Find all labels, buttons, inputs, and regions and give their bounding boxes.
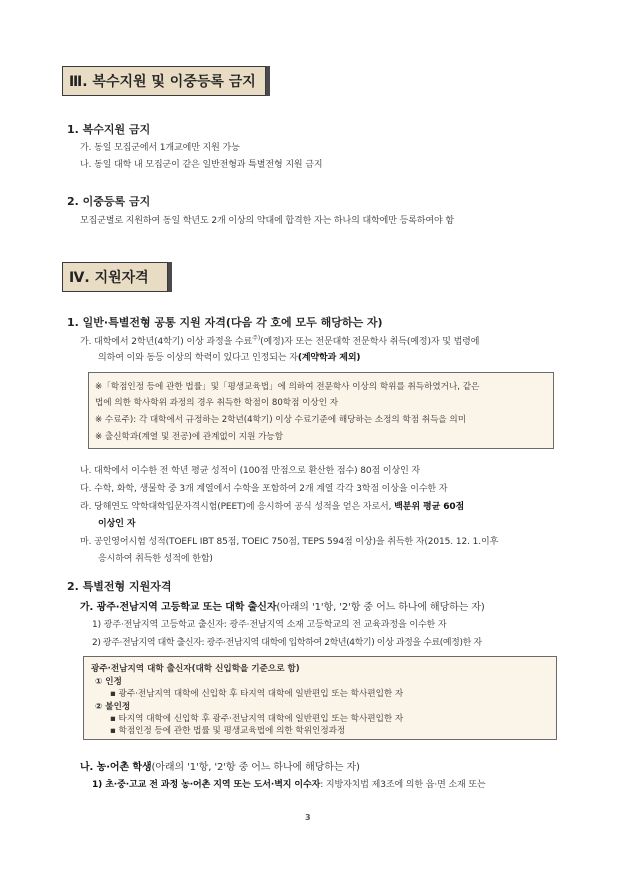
section-4-header xyxy=(62,262,168,292)
note-2-title: 광주·전남지역 대학 출신자(대학 신입학을 기준으로 함) xyxy=(91,664,300,674)
text-4-1-ra-line2: 이상인 자 xyxy=(98,519,136,529)
note-2-not-recognized-item-2: ▪ 학점인정 등에 관한 법률 및 평생교육법에 의한 학위인정과정 xyxy=(110,726,346,736)
note-box-1 xyxy=(88,372,554,449)
text-4-1-na: 나. 대학에서 이수한 전 학년 평균 성적이 (100점 만점으로 환산한 점수) 80점 이상인 자 xyxy=(80,466,421,476)
text-4-2-ga: 가. 광주·전남지역 고등학교 또는 대학 출신자(아래의 '1'항, '2'항 중 어느 하나에 해당하는 자) xyxy=(80,602,485,613)
text-3-1-ga: 가. 동일 모집군에서 1개교에만 지원 가능 xyxy=(80,143,240,153)
note-box-2 xyxy=(83,656,557,740)
note-2-recognized-item: ▪ 광주·전남지역 대학에 신입학 후 타지역 대학에 일반편입 또는 학사편입한 자 xyxy=(110,689,404,699)
section-4-title: Ⅳ. 지원자격 xyxy=(69,270,149,286)
text-4-2-na: 나. 농·어촌 학생(아래의 '1'항, '2'항 중 어느 하나에 해당하는 자) xyxy=(80,762,360,773)
page-number: 3 xyxy=(305,813,311,822)
text-3-1-na: 나. 동일 대학 내 모집군이 같은 일반전형과 특별전형 지원 금지 xyxy=(80,160,323,170)
text-3-2: 모집군별로 지원하여 동일 학년도 2개 이상의 약대에 합격한 자는 하나의 대학에만 등록하여야 함 xyxy=(80,216,454,226)
text-4-1-ra-line1: 라. 당해연도 약학대학입문자격시험(PEET)에 응시하여 공식 성적을 얻은 자로서, 백분위 평균 60점 xyxy=(80,502,465,512)
heading-multiple-application: 1. 복수지원 금지 xyxy=(67,123,151,136)
text-4-1-da: 다. 수학, 화학, 생물학 중 3개 계열에서 수학을 포함하여 2개 계열 각각 3학점 이상을 이수한 자 xyxy=(80,484,448,494)
note-1-line-1: ※「학점인정 등에 관한 법률」및「평생교육법」에 의하여 전문학사 이상의 학위를 취득하였거나, 같은 xyxy=(95,382,480,392)
section-3-header xyxy=(62,66,266,96)
text-4-1-ma-line1: 마. 공인영어시험 성적(TOEFL IBT 85점, TOEIC 750점, TEPS 594점 이상)을 취득한 자(2015. 12. 1.이후 xyxy=(80,537,499,547)
note-1-line-3: ※ 수료주): 각 대학에서 규정하는 2학년(4학기) 이상 수료기준에 해당하는 소정의 학점 취득을 의미 xyxy=(95,415,467,425)
note-2-not-recognized-item-1: ▪ 타지역 대학에 신입학 후 광주·전남지역 대학에 일반편입 또는 학사편입한 자 xyxy=(110,714,404,724)
text-4-2-ga-2: 2) 광주·전남지역 대학 출신자: 광주·전남지역 대학에 입학하여 2학년(4학기) 이상 과정을 수료(예정)한 자 xyxy=(92,638,482,648)
text-4-1-ga-line2: 의하여 이와 동등 이상의 학력이 있다고 인정되는 자(계약학과 제외) xyxy=(98,353,361,363)
text-4-2-na-1: 1) 초·중·고교 전 과정 농·어촌 지역 또는 도서·벽지 이수자: 지방자치법 제3조에 의한 읍·면 소재 또는 xyxy=(92,780,486,790)
text-4-1-ga-line1: 가. 대학에서 2학년(4학기) 이상 과정을 수료$^{주)}$(예정)자 또는 전문대학 전문학사 취득(예정)자 및 법령에 xyxy=(80,335,480,347)
text-4-1-ma-line2: 응시하여 취득한 성적에 한함) xyxy=(98,554,213,564)
heading-double-registration: 2. 이중등록 금지 xyxy=(67,195,151,208)
heading-common-eligibility: 1. 일반·특별전형 공통 지원 자격(다음 각 호에 모두 해당하는 자) xyxy=(67,316,383,329)
note-2-not-recognized: ② 불인정 xyxy=(95,702,131,712)
text-4-2-ga-1: 1) 광주·전남지역 고등학교 출신자: 광주·전남지역 소재 고등학교의 전 교육과정을 이수한 자 xyxy=(92,620,447,630)
note-1-line-4: ※ 출신학과(계열 및 전공)에 관계없이 지원 가능함 xyxy=(95,432,284,442)
note-1-line-2: 법에 의한 학사학위 과정의 경우 취득한 학점이 80학점 이상인 자 xyxy=(95,398,339,408)
heading-special-eligibility: 2. 특별전형 지원자격 xyxy=(67,580,172,593)
note-2-recognized: ① 인정 xyxy=(95,677,122,687)
section-3-title: Ⅲ. 복수지원 및 이중등록 금지 xyxy=(69,74,256,90)
